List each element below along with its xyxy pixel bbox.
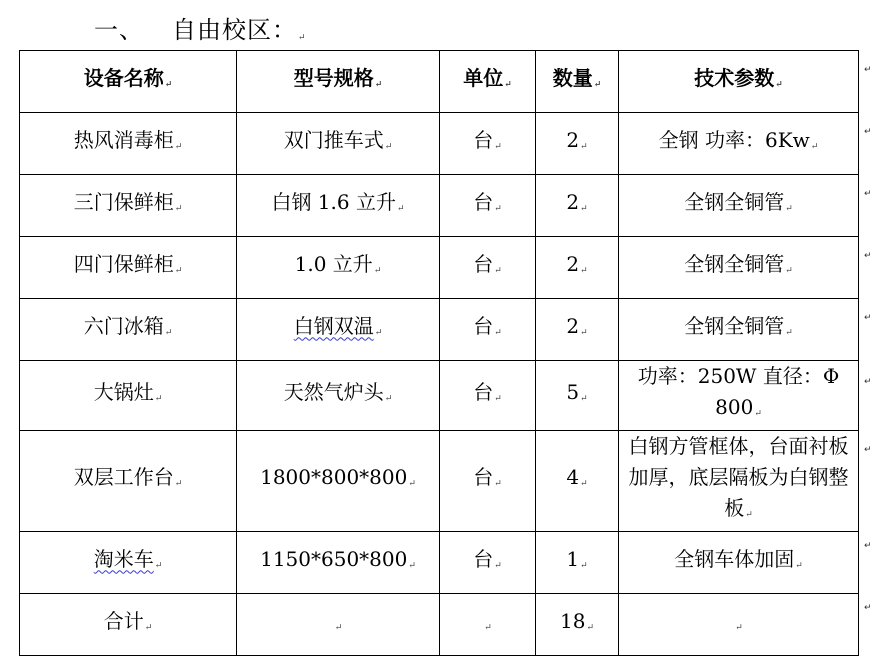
cell-qty: 2 ↵ [536, 175, 619, 237]
cell-qty: 2 ↵ [536, 299, 619, 361]
equipment-table [19, 50, 859, 656]
cell-model: 白钢双温 ↵ [237, 299, 440, 361]
row-end-mark: ↵ [864, 377, 872, 387]
cell-name: 大锅灶 ↵ [20, 361, 237, 431]
cell-name: 合计 ↵ [20, 594, 237, 656]
cell-model: 1150*650*800 ↵ [237, 532, 440, 594]
table-row [20, 175, 859, 237]
cell-qty: 4 ↵ [536, 431, 619, 532]
cell-params: 全钢全铜管 ↵ [619, 299, 859, 361]
table-total-row [20, 594, 859, 656]
table-row [20, 532, 859, 594]
cell-name: 双层工作台 ↵ [20, 431, 237, 532]
cell-qty: 1 ↵ [536, 532, 619, 594]
table-row [20, 299, 859, 361]
cell-name: 三门保鲜柜 ↵ [20, 175, 237, 237]
header-cell: 数量 ↵ [536, 51, 619, 113]
cell-qty: 5 ↵ [536, 361, 619, 431]
row-end-mark: ↵ [864, 603, 872, 613]
section-title [94, 14, 307, 54]
cell-model [237, 594, 440, 656]
header-cell: 型号规格 ↵ [237, 51, 440, 113]
cell-unit: 台 ↵ [440, 299, 536, 361]
cell-params: 全钢全铜管 ↵ [619, 175, 859, 237]
section-number: 一、 [94, 16, 144, 44]
table-row [20, 361, 859, 431]
cell-params: 白钢方管框体，台面衬板加厚，底层隔板为白钢整板 ↵ [619, 431, 859, 532]
table-header-row [20, 51, 859, 113]
cell-unit: 台 ↵ [440, 532, 536, 594]
cell-qty: 18 ↵ [536, 594, 619, 656]
cell-name: 六门冰箱 ↵ [20, 299, 237, 361]
cell-unit: 台 ↵ [440, 175, 536, 237]
cell-params [619, 594, 859, 656]
table-row [20, 431, 859, 532]
cell-unit: 台 ↵ [440, 237, 536, 299]
cell-name: 四门保鲜柜 ↵ [20, 237, 237, 299]
cell-params: 全钢车体加固 ↵ [619, 532, 859, 594]
cell-name: 热风消毒柜 ↵ [20, 113, 237, 175]
cell-unit [440, 594, 536, 656]
cell-unit: 台 ↵ [440, 361, 536, 431]
row-end-mark: ↵ [864, 445, 872, 455]
cell-qty: 2 ↵ [536, 237, 619, 299]
cell-unit: 台 ↵ [440, 431, 536, 532]
cell-unit: 台 ↵ [440, 113, 536, 175]
cell-model: 1.0 立升 ↵ [237, 237, 440, 299]
row-end-mark: ↵ [864, 65, 872, 75]
header-cell: 技术参数 ↵ [619, 51, 859, 113]
row-end-mark: ↵ [864, 541, 872, 551]
table-row [20, 113, 859, 175]
section-title-text: 自由校区： [172, 16, 297, 44]
header-cell: 设备名称 ↵ [20, 51, 237, 113]
row-end-mark: ↵ [864, 313, 872, 323]
cell-qty: 2 ↵ [536, 113, 619, 175]
row-end-mark: ↵ [864, 189, 872, 199]
cell-model: 1800*800*800 ↵ [237, 431, 440, 532]
cell-name: 淘米车 ↵ [20, 532, 237, 594]
cell-model: 双门推车式 ↵ [237, 113, 440, 175]
table-row [20, 237, 859, 299]
cell-params: 全钢 功率：6Kw ↵ [619, 113, 859, 175]
cell-model: 白钢 1.6 立升 ↵ [237, 175, 440, 237]
cell-model: 天然气炉头 ↵ [237, 361, 440, 431]
cell-params: 功率：250W 直径：Φ 800 ↵ [619, 361, 859, 431]
row-end-mark: ↵ [864, 251, 872, 261]
cell-params: 全钢全铜管 ↵ [619, 237, 859, 299]
row-end-mark: ↵ [864, 127, 872, 137]
header-cell: 单位 ↵ [440, 51, 536, 113]
